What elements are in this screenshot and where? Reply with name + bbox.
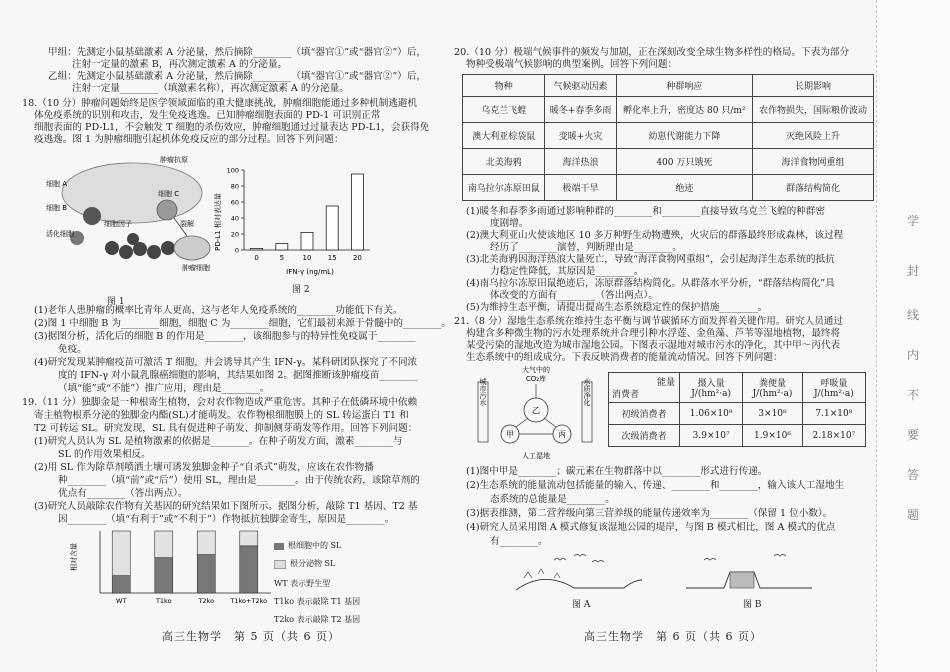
chart2-ytick-label: 20: [230, 230, 239, 239]
figure-2-bar-chart: [210, 162, 380, 280]
bird-icon: [554, 555, 604, 563]
table-cell: 1.9×10⁶: [743, 425, 803, 447]
legend-note: WT 表示野生型: [274, 579, 331, 588]
figure-B-embankment: [684, 550, 814, 600]
page-footer-right: 高三生物学 第 6 页（共 6 页）: [584, 630, 762, 643]
text-line: 细胞表面的 PD-L1，不会触发 T 细胞的杀伤效应，肿瘤细胞通过过量表达 PD-L1，会获得免: [34, 122, 430, 133]
climate-impact-table: [462, 74, 874, 201]
table-cell: 3.9×10⁷: [680, 425, 743, 447]
text-line: 体改变的方面有________（答出两点）。: [490, 290, 658, 301]
figure-1-immune-diagram: [42, 148, 222, 278]
question-19-heading: 19.（11 分）独脚金是一种根寄生植物，会对农作物造成严重危害。其种子在低磷环境中依赖: [22, 397, 418, 408]
text-line: (2)生态系统的能量流动包括能量的输入、传递、________和________，输入该人工湿地生: [466, 480, 845, 491]
header-feces: 粪便量: [758, 379, 786, 389]
table-cell: 7.1×10⁸: [802, 403, 865, 425]
fig1-label: 细胞 B: [46, 204, 68, 212]
table-cell: 幼崽代谢能力下降: [616, 123, 752, 149]
header-consumer: 消费者: [612, 390, 640, 400]
chart3-bar-secreted-sl: [240, 531, 258, 546]
text-line: 体免疫系统的识别和攻击，发生免疫逃逸。已知肿瘤细胞表面的 PD-1 可识别正常: [34, 110, 381, 121]
table-cell: 海洋食物网重组: [753, 149, 874, 175]
text-line: (1)暖冬和春季多雨通过影响种群的________和________直接导致乌克兰飞蝗的种群密: [466, 206, 825, 217]
text-line: (5)为维持生态平衡，请提出提高生态系统稳定性的保护措施________。: [466, 302, 768, 313]
chart2-xlabel: IFN-γ (ng/mL): [286, 268, 334, 276]
fig1-label: 细胞 C: [158, 190, 180, 198]
question-20-heading: 20.（10 分）极端气候事件的频发与加剧，正在深刻改变全球生物多样性的格局。下表为部分: [454, 47, 850, 58]
chart2-xtick-label: 15: [327, 254, 337, 262]
text-line: 物种受极端气候影响的典型案例。回答下列问题：: [466, 59, 678, 70]
chart3-bar-root-sl: [197, 555, 215, 593]
table-cell: 1.06×10⁹: [680, 403, 743, 425]
table-cell: 海洋热浪: [545, 149, 616, 175]
page-footer-left: 高三生物学 第 5 页（共 6 页）: [162, 630, 340, 643]
chart2-bar: [326, 206, 338, 250]
text-line: 因________（填“有利于”或“不利于”）作物抵抗独脚金寄生，原因是________。: [58, 514, 395, 525]
unit-label: J/(hm²·a): [813, 389, 854, 399]
chart2-xtick-label: 5: [279, 254, 285, 262]
purify-label: 水质净化: [583, 378, 591, 406]
text-line: 生态系统中的组成成分。下表反映消费者的能量流动情况。回答下列问题：: [466, 352, 783, 363]
table-row: [463, 175, 874, 201]
table-row: [463, 123, 874, 149]
side-char: 线: [907, 308, 920, 322]
legend-label: 根分泌物 SL: [290, 559, 336, 568]
text-line: (3)研究人员敲除农作物有关基因的研究结果如下图所示。据图分析，敲除 T1 基因、T2 基: [34, 501, 418, 512]
cell-C-shape: [157, 200, 177, 220]
energy-flow-table: [608, 372, 866, 447]
table-cell: 北美海鸦: [463, 149, 545, 175]
table-row: [609, 403, 866, 425]
chart3-bar-root-sl: [240, 546, 258, 593]
question-21-heading: 21.（8 分）湿地生态系统在维持生态平衡与调节碳循环方面发挥着关键作用。研究人员通过: [454, 316, 843, 327]
side-char: 封: [907, 264, 920, 278]
co2-label: CO₂库: [525, 375, 547, 383]
table-header: [743, 373, 803, 403]
fig1-label: 细胞因子: [104, 220, 132, 228]
text-line: (4)研究发现某肿瘤疫苗可激活 T 细胞，并会诱导其产生 IFN-γ。某科研团队探究了不同浓: [34, 357, 418, 368]
figure-A-caption: 图 A: [572, 600, 591, 610]
header-respiration: 呼吸量: [820, 379, 848, 389]
chart2-bar: [276, 244, 288, 250]
chart3-xtick-label: WT: [116, 597, 127, 605]
table-cell: 农作物损失，国际粮价波动: [753, 97, 874, 123]
figure-2-caption: 图 2: [292, 285, 310, 295]
question-18-heading: 18.（10 分）肿瘤问题始终是医学领域面临的重大健康挑战，肿瘤细胞能通过多种机制逃避机: [22, 98, 418, 109]
text-line: 注射一定量的激素 B，再次测定激素 A 的分泌量。: [72, 59, 288, 70]
chart2-bar: [251, 248, 263, 250]
text-line: 度的 IFN-γ 对小鼠乳腺癌细胞的影响，其结果如图 2。据图推断该肿瘤疫苗________: [58, 370, 418, 381]
table-cell: 暖冬+春季多雨: [545, 97, 616, 123]
legend-note: T2ko 表示敲除 T2 基因: [274, 615, 361, 624]
cell-B-shape: [83, 207, 101, 225]
chart3-xtick-label: T2ko: [198, 597, 215, 605]
table-cell: 极端干旱: [545, 175, 616, 201]
text-line: (1)研究人员认为 SL 是植物激素的依据是________。在种子萌发方面，激素________与: [34, 436, 403, 447]
tumor-cell-cluster: [105, 233, 175, 259]
text-line: (3)据表推测，第二营养级向第三营养级的能量传递效率为________（保留 1 位小数）。: [466, 508, 833, 519]
node-label: 乙: [532, 406, 540, 415]
table-cell: 400 万只饿死: [616, 149, 752, 175]
table-cell: 澳大利亚棕袋鼠: [463, 123, 545, 149]
table-header: 物种: [463, 75, 545, 97]
text-line: 种________（填“前”或“后”）使用 SL，理由是________。由于传统农药，该除草剂的: [58, 475, 420, 486]
node-label: 丙: [558, 430, 566, 439]
text-line: (2)图 1 中细胞 B 为________细胞，细胞 C 为________细胞，它们最初来源于骨髓中的________。: [34, 318, 451, 329]
sewage-label: 城市污水: [479, 378, 487, 406]
table-header: 气候驱动因素: [545, 75, 616, 97]
chart2-ytick-label: 60: [230, 198, 239, 207]
side-char: 不: [907, 388, 920, 402]
chart2-ytick-label: 80: [230, 182, 239, 191]
chart2-xtick-label: 0: [254, 254, 259, 262]
table-row: [609, 425, 866, 447]
table-row: [463, 149, 874, 175]
chart2-bar: [301, 232, 313, 250]
table-cell: 孵化率上升，密度达 80 只/m²: [616, 97, 752, 123]
legend-swatch-light: [274, 560, 286, 569]
cell-A-shape: [62, 163, 202, 223]
text-line: (3)据图分析，活化后的细胞 B 的作用是________，该细胞参与的特异性免疫属于________: [34, 331, 416, 342]
chart2-ylabel: PD-L1 相对表达量: [214, 193, 222, 251]
binding-side-strip: [876, 0, 950, 672]
text-line: (1)老年人患肿瘤的概率比青年人更高，这与老年人免疫系统的________功能低下有关。: [34, 305, 403, 316]
legend-swatch-dark: [274, 543, 284, 550]
artificial-wetland-label: 人工湿地: [522, 452, 550, 460]
table-cell: 乌克兰飞蝗: [463, 97, 545, 123]
table-cell: 3×10⁸: [743, 403, 803, 425]
embankment-curve: [516, 579, 642, 590]
text-line: SL 的作用效果相反。: [58, 449, 151, 460]
concrete-block: [730, 572, 754, 588]
text-line: T2 可转运 SL。研究发现，SL 具有促进种子萌发、抑制侧芽萌发等作用。回答下列问题：: [34, 423, 418, 434]
header-energy: 能量: [656, 378, 675, 388]
side-char: 题: [907, 508, 920, 522]
text-line: (4)研究人员采用图 A 模式修复该湿地公园的堤岸，与图 B 模式相比，图 A 模式的优点: [466, 522, 836, 533]
text-line: （填“能”或“不能”）推广应用，理由是________。: [58, 383, 270, 394]
chart2-ytick-label: 100: [226, 166, 239, 175]
side-char: 答: [907, 468, 920, 482]
chart3-bar-root-sl: [155, 558, 173, 593]
text-line: 构建含多种微生物的污水处理系统并合理引种水浮莲、金鱼藻、芦苇等湿地植物，最终将: [466, 328, 841, 339]
chart3-legend: [274, 540, 424, 626]
chart2-ytick-label: 0: [234, 246, 239, 255]
chart3-bar-secreted-sl: [197, 531, 215, 555]
chart3-ylabel: 相对含量: [70, 543, 78, 571]
text-line: 寄主植物根系分泌的独脚金内酯(SL)才能萌发。农作物根细胞膜上的 SL 转运蛋白 T1 和: [34, 410, 409, 421]
arrow-line: [544, 418, 556, 427]
side-char: 内: [907, 348, 920, 362]
arrow-line: [516, 418, 528, 427]
table-header: 种群响应: [616, 75, 752, 97]
table-cell: 次级消费者: [609, 425, 680, 447]
text-line: (2)用 SL 作为除草剂喷洒土壤可诱发独脚金种子“自杀式”萌发，应该在农作物播: [34, 462, 374, 473]
chart3-bar-root-sl: [112, 576, 130, 593]
legend-label: 根细胞中的 SL: [288, 541, 342, 550]
text-line: 甲组：先测定小鼠基础激素 A 分泌量，然后摘除________（填“器官①”或“器官②”）后，: [48, 47, 427, 58]
text-line: 疫逃逸。图 1 为肿瘤细胞引起机体免疫反应的部分过程。回答下列问题：: [34, 134, 344, 145]
table-row: [463, 97, 874, 123]
plant-marks: [524, 569, 560, 578]
chart3-bar-secreted-sl: [112, 531, 130, 576]
text-line: (4)南乌拉尔冻原田鼠绝迹后，冻原群落结构简化。从群落水平分析，“群落结构简化”具: [466, 278, 835, 289]
unit-label: J/(hm²·a): [752, 389, 793, 399]
table-cell: 群落结构简化: [753, 175, 874, 201]
table-cell: 变暖+火灾: [545, 123, 616, 149]
unit-label: J/(hm²·a): [691, 389, 732, 399]
stacked-bar-chart: [66, 527, 276, 609]
chart3-xtick-label: T1ko: [155, 597, 172, 605]
table-header: 长期影响: [753, 75, 874, 97]
fig1-label: 细胞 A: [46, 180, 68, 188]
table-cell: 灭绝风险上升: [753, 123, 874, 149]
figure-1-caption: 图 1: [107, 297, 125, 307]
text-line: 有________。: [490, 536, 548, 547]
text-line: (3)北美海鸦因海洋热浪大量死亡，导致“海洋食物网重组”，会引起海洋生态系统的抵抗: [466, 254, 835, 265]
text-line: (1)图中甲是________；碳元素在生物群落中以________形式进行传递。: [466, 466, 768, 477]
chart2-bar: [351, 174, 363, 250]
bird-icon: [704, 555, 786, 561]
fig1-label: 肿瘤细胞: [182, 264, 210, 272]
chart3-xtick-label: T1ko+T2ko: [230, 597, 268, 605]
table-header: [802, 373, 865, 403]
chart3-bar-secreted-sl: [155, 531, 173, 558]
table-header: [609, 373, 680, 403]
node-label: 甲: [506, 430, 514, 439]
fig1-label: 裂解: [180, 220, 194, 228]
text-line: 某受污染的湿地改造为城市湿地公园。下图表示湿地对城市污水的净化，其中甲～丙代表: [466, 340, 841, 351]
side-char: 要: [907, 428, 920, 442]
wetland-carbon-cycle-diagram: [476, 364, 596, 464]
table-cell: 绝迹: [616, 175, 752, 201]
chart2-xtick-label: 10: [302, 254, 312, 262]
tumor-cell-shape: [174, 236, 210, 260]
legend-note: T1ko 表示敲除 T1 基因: [274, 597, 361, 606]
table-cell: 初级消费者: [609, 403, 680, 425]
text-line: 优点有________（答出两点）。: [58, 488, 188, 499]
text-line: 注射一定量________（填激素名称），再次测定激素 A 的分泌量。: [72, 83, 349, 94]
header-intake: 摄入量: [697, 379, 725, 389]
figure-A-embankment: [514, 550, 644, 600]
text-line: 乙组：先测定小鼠基础激素 A 分泌量，然后摘除________（填“器官①”或“器官②”）后，: [48, 71, 427, 82]
figure-B-caption: 图 B: [743, 600, 762, 610]
text-line: 免疫。: [58, 344, 87, 355]
chart2-ytick-label: 40: [230, 214, 239, 223]
text-line: 度剧增。: [490, 218, 529, 229]
table-header: [680, 373, 743, 403]
chart2-xtick-label: 20: [352, 254, 362, 262]
fig1-label: 活化细胞: [46, 230, 74, 238]
side-char: 学: [907, 214, 920, 228]
table-cell: 2.18×10⁷: [802, 425, 865, 447]
table-cell: 南乌拉尔冻原田鼠: [463, 175, 545, 201]
fig1-label: 肿瘤抗原: [160, 156, 188, 164]
text-line: 经历了________演替，判断理由是________。: [490, 242, 682, 253]
text-line: (2)澳大利亚山火使该地区 10 多万种野生动物遭殃，火灾后的群落最终形成森林，该过程: [466, 230, 844, 241]
text-line: 态系统的总能量是________。: [490, 494, 615, 505]
text-line: 力稳定性降低，其原因是________。: [490, 266, 644, 277]
atmosphere-label: 大气中的: [522, 366, 550, 374]
